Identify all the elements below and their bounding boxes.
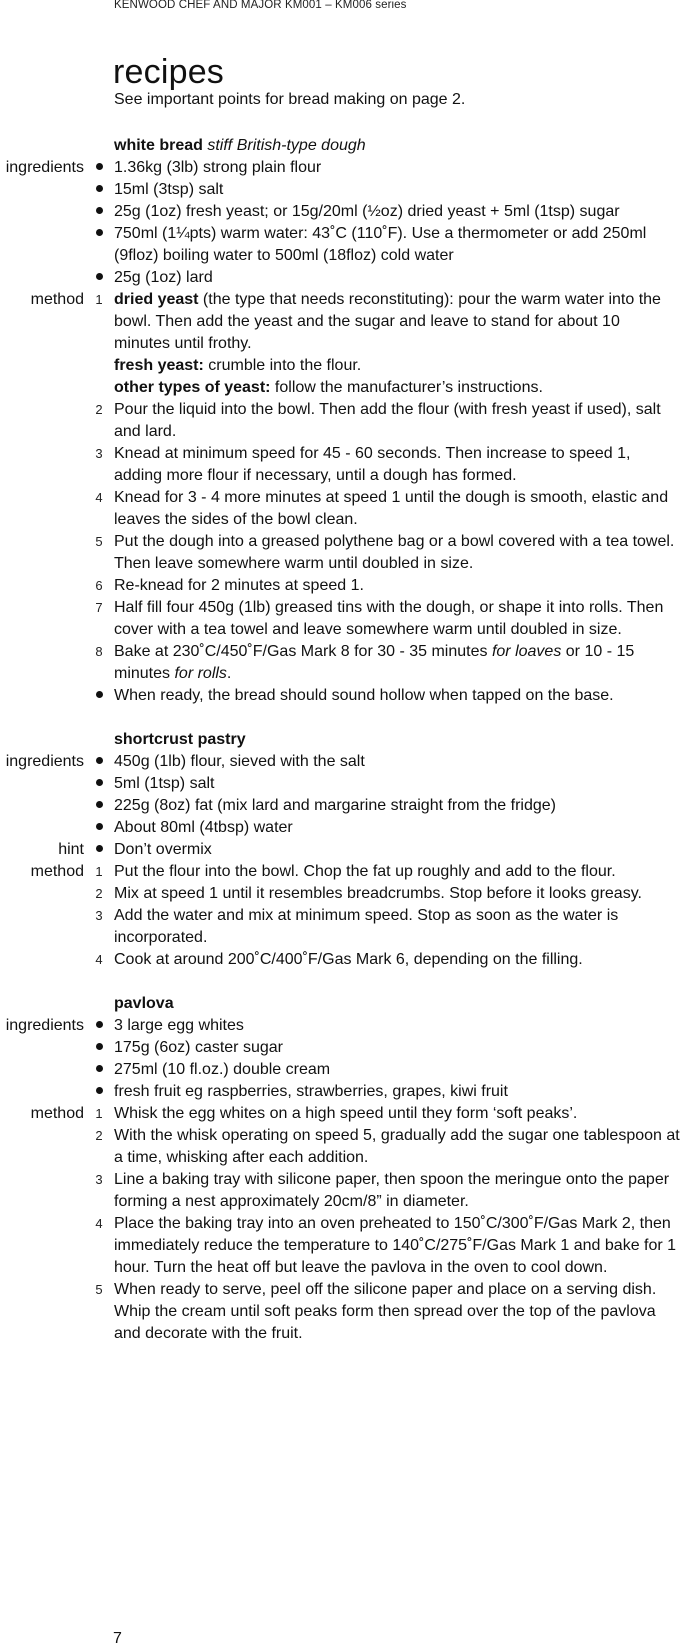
- ingredient-item: [0, 751, 680, 773]
- dried-yeast-text: (the type that needs reconstituting): pour the warm water into the bowl. Then add the yeast and the sugar and leave to stand for about 10 minutes until frothy.: [114, 291, 661, 352]
- step8-text-d: for rolls: [174, 665, 227, 682]
- method-step: [0, 487, 680, 531]
- ingredient-item: [0, 1037, 680, 1059]
- recipe-name: pavlova: [114, 995, 174, 1012]
- bullet-icon: [93, 685, 105, 707]
- method-step: [0, 641, 680, 685]
- ingredient-text: 275ml (10 fl.oz.) double cream: [114, 1061, 331, 1078]
- step-number: 4: [95, 490, 103, 505]
- final-note-text: When ready, the bread should sound hollow when tapped on the base.: [114, 687, 614, 704]
- step-text: Put the dough into a greased polythene bag or a bowl covered with a tea towel. Then leave somewhere warm until doubled in size.: [114, 533, 675, 572]
- recipe-name: shortcrust pastry: [114, 731, 246, 748]
- ingredient-text: 25g (1oz) lard: [114, 269, 213, 286]
- ingredient-text: 450g (1lb) flour, sieved with the salt: [114, 753, 365, 770]
- bullet-icon: [93, 223, 105, 245]
- ingredients-label: ingredients: [5, 159, 84, 176]
- ingredient-item: [0, 817, 680, 839]
- bullet-icon: [93, 1059, 105, 1081]
- intro-text: See important points for bread making on page 2.: [114, 91, 466, 108]
- ingredient-item: [0, 1015, 680, 1037]
- method-label: method: [30, 863, 84, 880]
- dried-yeast-label: dried yeast: [114, 291, 199, 308]
- ingredient-text: fresh fruit eg raspberries, strawberries, grapes, kiwi fruit: [114, 1083, 508, 1100]
- ingredient-item: [0, 223, 680, 267]
- bullet-icon: [93, 1081, 105, 1103]
- ingredient-text: 3 large egg whites: [114, 1017, 244, 1034]
- ingredient-item: [0, 1081, 680, 1103]
- ingredient-text: 1.36kg (3lb) strong plain flour: [114, 159, 322, 176]
- step-text: Re-knead for 2 minutes at speed 1.: [114, 577, 364, 594]
- step-number: 3: [95, 908, 103, 923]
- step8-text-a: Bake at 230˚C/450˚F/Gas Mark 8 for 30 - 35 minutes: [114, 643, 492, 660]
- step-number: 4: [95, 1216, 103, 1231]
- fresh-yeast-text: crumble into the flour.: [203, 357, 362, 374]
- step-text: Mix at speed 1 until it resembles breadcrumbs. Stop before it looks greasy.: [114, 885, 642, 902]
- step-text: Cook at around 200˚C/400˚F/Gas Mark 6, depending on the filling.: [114, 951, 583, 968]
- ingredient-text: 25g (1oz) fresh yeast; or 15g/20ml (½oz) dried yeast + 5ml (1tsp) sugar: [114, 203, 620, 220]
- hint-label: hint: [58, 841, 84, 858]
- bullet-icon: [93, 1037, 105, 1059]
- step-number: 1: [95, 1106, 103, 1121]
- ingredient-item: [0, 795, 680, 817]
- step-number: 1: [95, 292, 103, 307]
- bullet-icon: [93, 817, 105, 839]
- method-step: [0, 905, 680, 949]
- method-label: method: [30, 1105, 84, 1122]
- final-note: [0, 685, 680, 707]
- bullet-icon: [93, 773, 105, 795]
- bullet-icon: [93, 179, 105, 201]
- page-title: recipes: [113, 53, 225, 91]
- step8-text-e: .: [226, 665, 232, 682]
- method-step: [0, 1103, 680, 1125]
- step-number: 6: [95, 578, 103, 593]
- method-step: [0, 1169, 680, 1213]
- recipe-name: white bread: [114, 137, 203, 154]
- step-text: Whisk the egg whites on a high speed until they form ‘soft peaks’.: [114, 1105, 578, 1122]
- recipe-shortcrust-pastry: [0, 729, 681, 971]
- ingredient-item: [0, 267, 680, 289]
- step-text: Place the baking tray into an oven preheated to 150˚C/300˚F/Gas Mark 2, then immediately reduce the temperature to 140˚C/275˚F/Gas Mark 1 and bake for 1 hour. Turn the heat off but leave the pavlova in the oven to cool down.: [114, 1215, 677, 1276]
- method-step: [0, 883, 680, 905]
- fresh-yeast-label: fresh yeast:: [114, 357, 204, 374]
- recipes-content: [0, 135, 681, 1367]
- recipe-pavlova: [0, 993, 681, 1345]
- step-text: When ready to serve, peel off the silicone paper and place on a serving dish. Whip the cream until soft peaks form then spread over the top of the pavlova and decorate with the fruit.: [114, 1281, 657, 1342]
- step-text: Knead for 3 - 4 more minutes at speed 1 until the dough is smooth, elastic and leaves the sides of the bowl clean.: [114, 489, 669, 528]
- step-text: Pour the liquid into the bowl. Then add the flour (with fresh yeast if used), salt and lard.: [114, 401, 661, 440]
- step-number: 5: [95, 1282, 103, 1297]
- recipe-white-bread: [0, 135, 681, 707]
- other-yeast-text: follow the manufacturer’s instructions.: [270, 379, 543, 396]
- step-number: 4: [95, 952, 103, 967]
- method-step: [0, 1125, 680, 1169]
- step-number: 2: [95, 886, 103, 901]
- ingredients-label: ingredients: [5, 1017, 84, 1034]
- ingredient-item: [0, 157, 680, 179]
- ingredient-text: About 80ml (4tbsp) water: [114, 819, 293, 836]
- ingredient-text: 5ml (1tsp) salt: [114, 775, 215, 792]
- bullet-icon: [93, 157, 105, 179]
- page-number: 7: [113, 1630, 122, 1647]
- bullet-icon: [93, 1015, 105, 1037]
- recipe-subtitle: stiff British-type dough: [207, 137, 366, 154]
- method-step: [0, 861, 680, 883]
- step-text: Put the flour into the bowl. Chop the fat up roughly and add to the flour.: [114, 863, 616, 880]
- step-text: Knead at minimum speed for 45 - 60 seconds. Then increase to speed 1, adding more flour if necessary, until a dough has formed.: [114, 445, 631, 484]
- ingredient-item: [0, 179, 680, 201]
- method-step: [0, 443, 680, 487]
- hint-item: [0, 839, 680, 861]
- other-yeast-line: [0, 377, 680, 399]
- bullet-icon: [93, 751, 105, 773]
- method-step: [0, 1213, 680, 1279]
- step-number: 2: [95, 1128, 103, 1143]
- method-step: [0, 949, 680, 971]
- ingredient-text: 225g (8oz) fat (mix lard and margarine straight from the fridge): [114, 797, 556, 814]
- step-number: 3: [95, 446, 103, 461]
- step-number: 5: [95, 534, 103, 549]
- step-number: 8: [95, 644, 103, 659]
- bullet-icon: [93, 201, 105, 223]
- other-yeast-label: other types of yeast:: [114, 379, 271, 396]
- ingredient-text: 15ml (3tsp) salt: [114, 181, 224, 198]
- method-step: [0, 531, 680, 575]
- step-text: Line a baking tray with silicone paper, then spoon the meringue onto the paper forming a nest approximately 20cm/8” in diameter.: [114, 1171, 670, 1210]
- method-step: [0, 289, 680, 355]
- step-number: 7: [95, 600, 103, 615]
- bullet-icon: [93, 795, 105, 817]
- method-step: [0, 575, 680, 597]
- ingredient-item: [0, 773, 680, 795]
- recipe-title: [114, 729, 681, 751]
- recipe-title: [114, 993, 681, 1015]
- hint-text: Don’t overmix: [114, 841, 212, 858]
- step-text: Half fill four 450g (1lb) greased tins with the dough, or shape it into rolls. Then cover with a tea towel and leave somewhere warm until doubled in size.: [114, 599, 664, 638]
- ingredients-label: ingredients: [5, 753, 84, 770]
- method-step: [0, 597, 680, 641]
- ingredient-text: 750ml (1¼pts) warm water: 43˚C (110˚F). Use a thermometer or add 250ml (9floz) boiling water to 500ml (18floz) cold water: [114, 225, 647, 264]
- ingredient-item: [0, 201, 680, 223]
- method-step: [0, 1279, 680, 1345]
- ingredient-item: [0, 1059, 680, 1081]
- bullet-icon: [93, 839, 105, 861]
- step8-text-c: or 10 - 15 minutes: [114, 643, 635, 682]
- method-label: method: [30, 291, 84, 308]
- step-number: 3: [95, 1172, 103, 1187]
- fresh-yeast-line: [0, 355, 680, 377]
- bullet-icon: [93, 267, 105, 289]
- step8-text-b: for loaves: [491, 643, 562, 660]
- step-text: Add the water and mix at minimum speed. Stop as soon as the water is incorporated.: [114, 907, 619, 946]
- page-header: KENWOOD CHEF AND MAJOR KM001 – KM006 series: [114, 0, 407, 11]
- step-text: With the whisk operating on speed 5, gradually add the sugar one tablespoon at a time, whisking after each addition.: [114, 1127, 680, 1166]
- step-number: 2: [95, 402, 103, 417]
- step-number: 1: [95, 864, 103, 879]
- ingredient-text: 175g (6oz) caster sugar: [114, 1039, 283, 1056]
- recipe-title: [114, 135, 681, 157]
- method-step: [0, 399, 680, 443]
